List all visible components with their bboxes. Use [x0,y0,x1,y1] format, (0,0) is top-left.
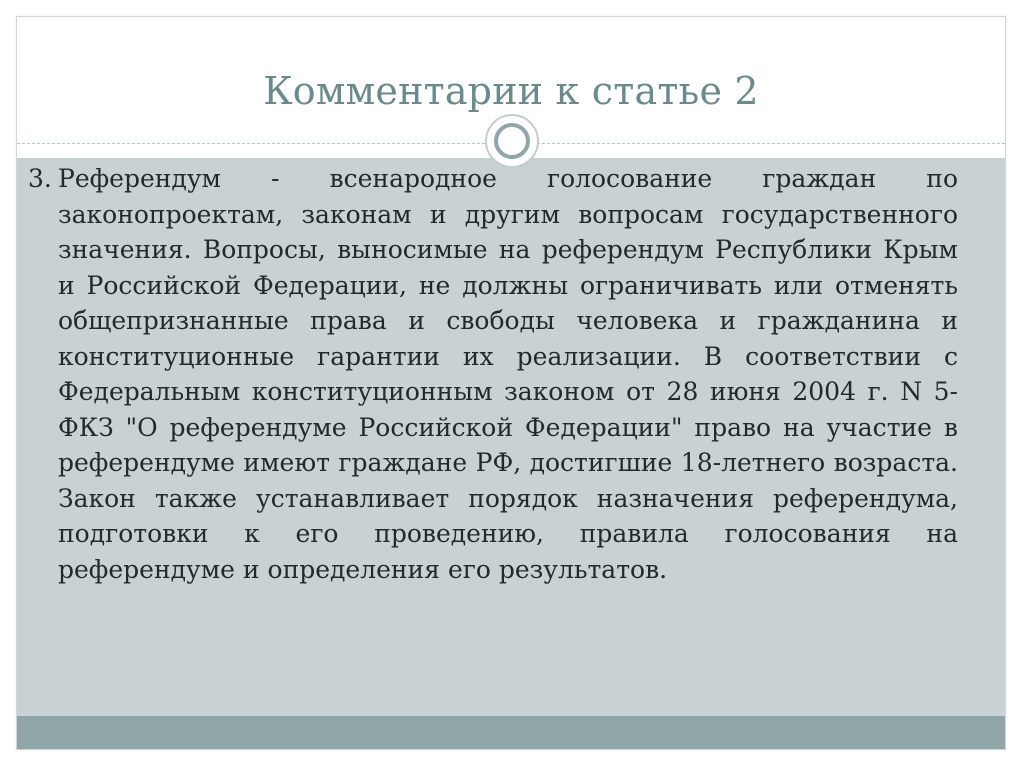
item-number: 3. [28,164,52,193]
slide-title: Комментарии к статье 2 [263,69,759,113]
body-text [28,161,958,587]
circle-ornament-icon [485,114,539,168]
paragraph-text: Референдум - всенародное голосование граждан по законопроектам, законам и другим вопросам государственного значения. Вопросы, выносимые на референдум Республики Крым и Российской Федерации, не должны ограничивать или отменять общепризнанные права и свободы человека и гражданина и конституционные гарантии их реализации. В соответствии с Федеральным конституционным законом от 28 июня 2004 г. N 5-ФКЗ "О референдуме Российской Федерации" право на участие в референдуме имеют граждане РФ, достигшие 18-летнего возраста. Закон также устанавливает порядок назначения референдума, подготовки к его проведению, правила голосования на референдуме и определения его результатов. [58,164,958,584]
circle-ornament-inner [494,123,530,159]
paragraph [28,161,958,587]
footer-bar [17,716,1005,750]
